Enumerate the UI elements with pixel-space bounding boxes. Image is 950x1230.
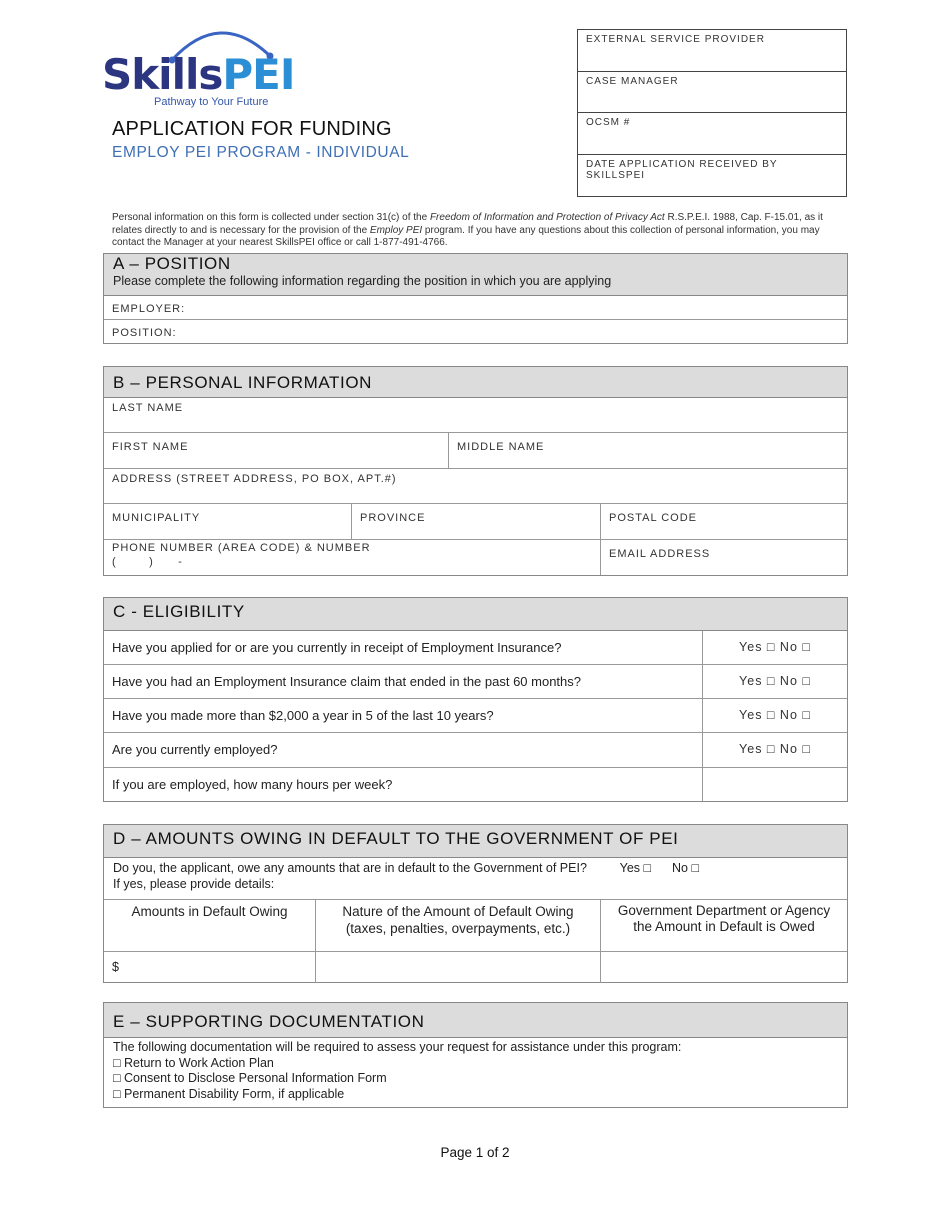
- section-c-eligibility: [103, 597, 848, 802]
- col-amounts-header: Amounts in Default Owing: [131, 904, 288, 919]
- privacy-act-name: Freedom of Information and Protection of Privacy Act: [429, 212, 665, 223]
- ocsm-number-field[interactable]: OCSM #: [578, 113, 846, 155]
- details-prompt: If yes, please provide details:: [113, 876, 275, 891]
- hours-per-week-field[interactable]: [702, 768, 847, 801]
- eligibility-question: Have you made more than $2,000 a year in 5 of the last 10 years?: [112, 708, 494, 723]
- documentation-item-checkbox[interactable]: □ Consent to Disclose Personal Information Form: [113, 1071, 387, 1085]
- section-d-title: D – AMOUNTS OWING IN DEFAULT TO THE GOVERNMENT OF PEI: [113, 829, 679, 848]
- section-e-header: [104, 1003, 847, 1038]
- section-e-supporting-documentation: [103, 1002, 848, 1108]
- logo-tagline: Pathway to Your Future: [154, 96, 269, 108]
- yes-no-checkboxes[interactable]: Yes □ No □: [702, 631, 847, 664]
- last-name-label: LAST NAME: [112, 402, 184, 414]
- email-label: EMAIL ADDRESS: [609, 548, 711, 560]
- privacy-notice: [112, 212, 840, 250]
- phone-field[interactable]: [104, 540, 600, 575]
- eligibility-question: If you are employed, how many hours per week?: [112, 777, 393, 792]
- eligibility-row: [104, 768, 847, 801]
- eligibility-row: [104, 733, 847, 768]
- amount-owing-field[interactable]: $: [112, 960, 119, 974]
- form-title: APPLICATION FOR FUNDING: [112, 118, 392, 140]
- last-name-field[interactable]: [104, 398, 847, 433]
- logo-wordmark: [102, 50, 294, 99]
- default-table-row: [104, 952, 847, 983]
- eligibility-question: Are you currently employed?: [112, 742, 278, 757]
- section-c-header: [104, 598, 847, 631]
- col-nature-header: Nature of the Amount of Default Owing (taxes, penalties, overpayments, etc.): [315, 900, 600, 951]
- section-a-title: A – POSITION: [113, 254, 231, 273]
- section-c-title: C - ELIGIBILITY: [113, 602, 245, 621]
- form-subtitle: EMPLOY PEI PROGRAM - INDIVIDUAL: [112, 144, 410, 161]
- municipality-field[interactable]: [104, 504, 351, 539]
- documentation-list: [104, 1038, 847, 1104]
- office-use-box: [577, 29, 847, 197]
- province-field[interactable]: [351, 504, 600, 539]
- position-field[interactable]: [104, 320, 847, 343]
- first-name-field[interactable]: [104, 433, 448, 468]
- eligibility-row: [104, 631, 847, 665]
- default-question: Do you, the applicant, owe any amounts that are in default to the Government of PEI?: [113, 861, 587, 875]
- address-label: ADDRESS (STREET ADDRESS, PO BOX, APT.#): [112, 473, 397, 485]
- section-e-title: E – SUPPORTING DOCUMENTATION: [113, 1012, 425, 1031]
- logo-word-pei: PEI: [222, 50, 295, 99]
- first-name-label: FIRST NAME: [112, 441, 189, 453]
- eligibility-row: [104, 699, 847, 733]
- phone-label: PHONE NUMBER (AREA CODE) & NUMBER: [112, 542, 371, 554]
- nature-owing-field[interactable]: [315, 952, 600, 983]
- logo-word-skills: Skills: [102, 50, 223, 99]
- skillspei-logo: [100, 26, 295, 112]
- default-no-checkbox[interactable]: No □: [672, 861, 700, 875]
- section-a-subtitle: Please complete the following information regarding the position in which you are applying: [113, 274, 612, 288]
- external-service-provider-field[interactable]: EXTERNAL SERVICE PROVIDER: [578, 30, 846, 72]
- name-row: [104, 433, 847, 469]
- section-b-personal-information: [103, 366, 848, 576]
- employer-field[interactable]: [104, 296, 847, 320]
- case-manager-field[interactable]: CASE MANAGER: [578, 72, 846, 114]
- eligibility-row: [104, 665, 847, 699]
- date-received-field[interactable]: DATE APPLICATION RECEIVED BY SKILLSPEI: [586, 158, 778, 181]
- section-b-title: B – PERSONAL INFORMATION: [113, 373, 373, 392]
- page-number: Page 1 of 2: [440, 1145, 510, 1160]
- contact-row: [104, 540, 847, 575]
- position-label: POSITION:: [112, 327, 177, 339]
- section-a-header: [104, 254, 847, 296]
- middle-name-label: MIDDLE NAME: [457, 441, 545, 453]
- email-field[interactable]: [600, 540, 847, 575]
- postal-code-field[interactable]: [600, 504, 847, 539]
- privacy-text-1: Personal information on this form is collected under section 31(c) of the: [112, 212, 430, 223]
- documentation-item-checkbox[interactable]: □ Return to Work Action Plan: [113, 1055, 274, 1070]
- phone-format: ( ) -: [112, 556, 183, 568]
- department-owed-field[interactable]: [600, 952, 847, 983]
- municipality-label: MUNICIPALITY: [112, 512, 201, 524]
- documentation-item-checkbox[interactable]: □ Permanent Disability Form, if applicable: [113, 1086, 345, 1101]
- yes-no-checkboxes[interactable]: Yes □ No □: [702, 665, 847, 698]
- default-yes-checkbox[interactable]: Yes □: [619, 861, 652, 875]
- province-label: PROVINCE: [360, 512, 426, 524]
- privacy-program-name: Employ PEI: [369, 224, 423, 236]
- default-table-header: [104, 900, 847, 952]
- section-d-header: [104, 825, 847, 858]
- default-question-row: [104, 858, 847, 900]
- eligibility-question: Have you applied for or are you currently in receipt of Employment Insurance?: [112, 640, 562, 655]
- employer-label: EMPLOYER:: [112, 303, 186, 315]
- section-a-position: [103, 253, 848, 344]
- postal-code-label: POSTAL CODE: [609, 512, 698, 524]
- yes-no-checkboxes[interactable]: Yes □ No □: [702, 699, 847, 732]
- yes-no-checkboxes[interactable]: Yes □ No □: [702, 733, 847, 767]
- eligibility-question: Have you had an Employment Insurance claim that ended in the past 60 months?: [112, 674, 582, 689]
- section-d-amounts-owing: [103, 824, 848, 983]
- middle-name-field[interactable]: [448, 433, 847, 468]
- privacy-text-3: program. If you have any questions about this collection of personal information, you may contact the Manager at your nearest SkillsPEI office or call 1-877-491-4766.: [112, 224, 820, 248]
- address-field[interactable]: [104, 469, 847, 504]
- col-department-header: Government Department or Agency the Amount in Default is Owed: [600, 900, 847, 951]
- documentation-intro: The following documentation will be required to assess your request for assistance under this program:: [113, 1040, 682, 1054]
- privacy-text-2: R.S.P.E.I. 1988, Cap. F-15.01, as it relates directly to and is necessary for the provision of the: [112, 212, 823, 236]
- location-row: [104, 504, 847, 540]
- section-b-header: [104, 367, 847, 398]
